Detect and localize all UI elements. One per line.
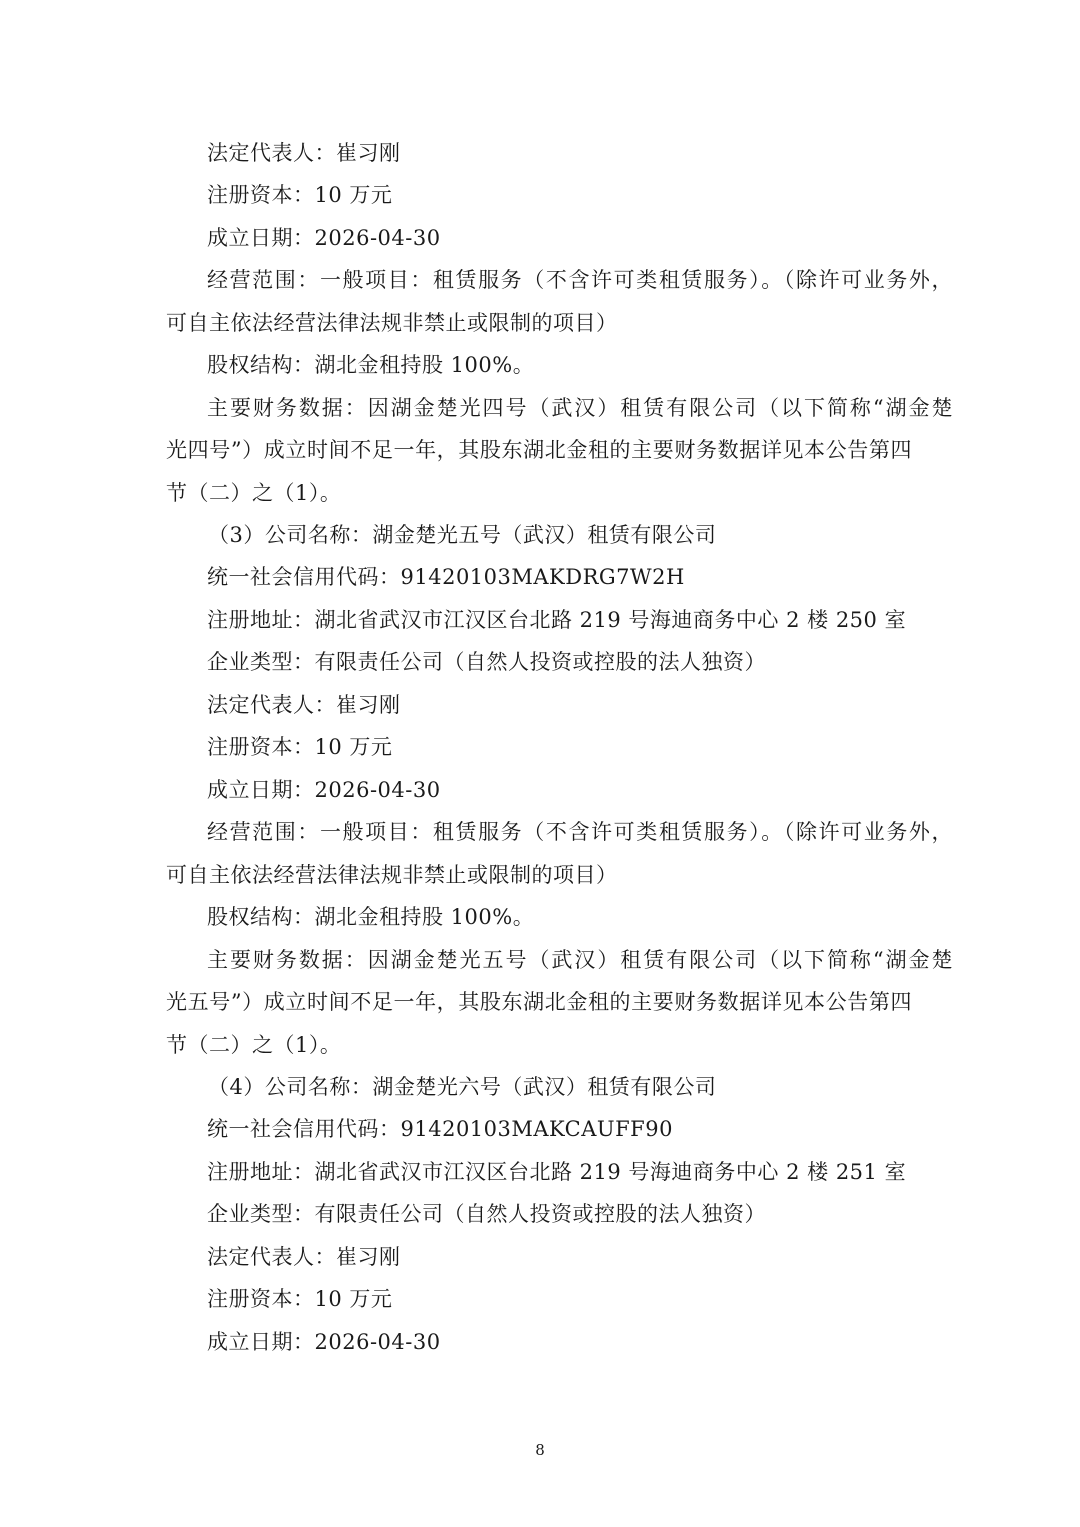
text-line: 统一社会信用代码：91420103MAKCAUFF90 [207, 1117, 673, 1141]
text-line: 注册地址：湖北省武汉市江汉区台北路 219 号海迪商务中心 2 楼 251 室 [207, 1160, 907, 1184]
text-line: 主要财务数据：因湖金楚光五号（武汉）租赁有限公司（以下简称“湖金楚 [207, 948, 953, 972]
text-line: 节（二）之（1）。 [166, 1033, 342, 1057]
text-line: 成立日期：2026-04-30 [207, 226, 441, 250]
text-line: 企业类型：有限责任公司（自然人投资或控股的法人独资） [207, 1202, 766, 1226]
page-number: 8 [535, 1441, 545, 1459]
text-line: 主要财务数据：因湖金楚光四号（武汉）租赁有限公司（以下简称“湖金楚 [207, 396, 953, 420]
text-line: 光五号”）成立时间不足一年，其股东湖北金租的主要财务数据详见本公告第四 [166, 990, 912, 1014]
text-line: 统一社会信用代码：91420103MAKDRG7W2H [207, 565, 685, 589]
text-line: 注册资本：10 万元 [207, 1287, 393, 1311]
text-line: 股权结构：湖北金租持股 100%。 [207, 905, 535, 929]
text-line: 注册资本：10 万元 [207, 735, 393, 759]
text-line: 成立日期：2026-04-30 [207, 778, 441, 802]
text-line: 注册资本：10 万元 [207, 183, 393, 207]
text-line: 法定代表人：崔习刚 [207, 693, 401, 717]
text-line: 光四号”）成立时间不足一年，其股东湖北金租的主要财务数据详见本公告第四 [166, 438, 912, 462]
text-line: 可自主依法经营法律法规非禁止或限制的项目） [166, 311, 618, 335]
text-line: 节（二）之（1）。 [166, 481, 342, 505]
text-line: 成立日期：2026-04-30 [207, 1330, 441, 1354]
text-line: 法定代表人：崔习刚 [207, 141, 401, 165]
text-line: 企业类型：有限责任公司（自然人投资或控股的法人独资） [207, 650, 766, 674]
text-line: 经营范围：一般项目：租赁服务（不含许可类租赁服务）。（除许可业务外， [207, 820, 953, 844]
section-heading: （3）公司名称：湖金楚光五号（武汉）租赁有限公司 [208, 523, 717, 547]
text-line: 经营范围：一般项目：租赁服务（不含许可类租赁服务）。（除许可业务外， [207, 268, 953, 292]
text-line: 可自主依法经营法律法规非禁止或限制的项目） [166, 863, 618, 887]
text-line: 注册地址：湖北省武汉市江汉区台北路 219 号海迪商务中心 2 楼 250 室 [207, 608, 907, 632]
text-line: 法定代表人：崔习刚 [207, 1245, 401, 1269]
section-heading: （4）公司名称：湖金楚光六号（武汉）租赁有限公司 [208, 1075, 717, 1099]
text-line: 股权结构：湖北金租持股 100%。 [207, 353, 535, 377]
